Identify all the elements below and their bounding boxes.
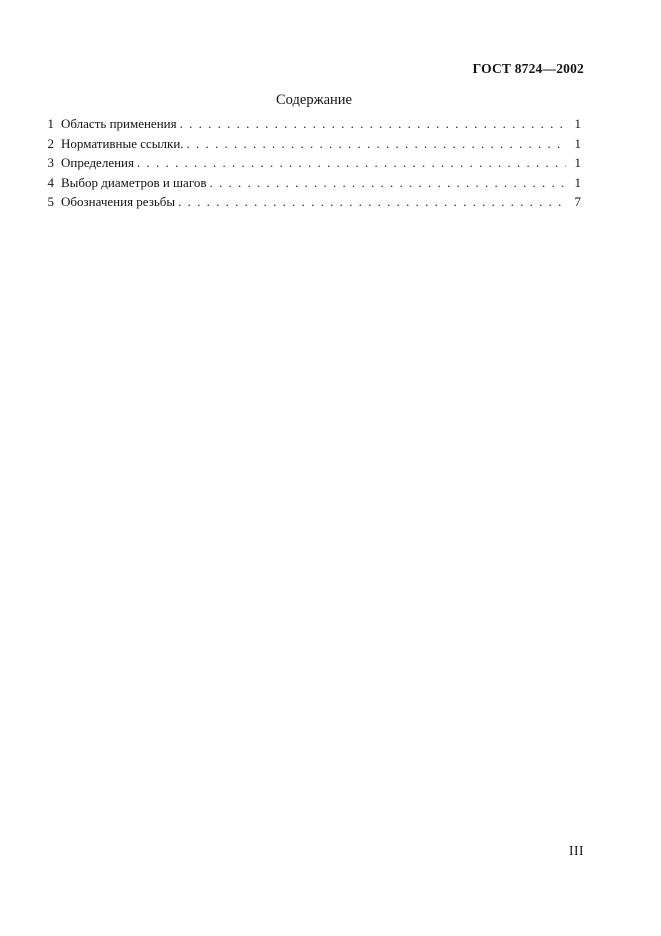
toc-entry-label: Нормативные ссылки. — [61, 135, 184, 151]
toc-entry-label: Область применения — [61, 116, 177, 131]
toc-entry-page: 7 — [574, 194, 581, 210]
toc-dot-leader — [180, 114, 566, 134]
toc-entry-page: 1 — [574, 174, 581, 190]
document-header — [47, 61, 584, 76]
toc-entry — [47, 153, 581, 173]
toc-entry-label: Обозначения резьбы — [61, 194, 176, 210]
table-of-contents — [47, 114, 581, 212]
toc-entry — [47, 114, 581, 134]
toc-entry — [47, 173, 581, 193]
toc-entry-number: 3 — [47, 155, 54, 171]
toc-entry-number: 4 — [47, 174, 54, 190]
toc-entry-page: 1 — [574, 116, 581, 131]
toc-entry-number: 2 — [47, 135, 54, 151]
toc-entry-label: Выбор диаметров и шагов — [61, 174, 207, 190]
toc-dot-leader — [187, 134, 566, 154]
page-footer — [47, 843, 584, 858]
toc-entry-page: 1 — [574, 155, 581, 171]
toc-dot-leader — [209, 173, 566, 193]
toc-entry-number: 1 — [47, 116, 54, 131]
toc-entry-page: 1 — [574, 135, 581, 151]
toc-entry — [47, 134, 581, 154]
toc-dot-leader — [137, 153, 566, 173]
toc-entry — [47, 192, 581, 212]
toc-entry-number: 5 — [47, 194, 54, 210]
toc-entry-label: Определения — [61, 155, 134, 171]
toc-dot-leader — [178, 192, 566, 212]
page-title: Содержание — [276, 92, 352, 108]
standard-number: ГОСТ 8724—2002 — [472, 61, 584, 76]
page-number: III — [569, 843, 584, 858]
